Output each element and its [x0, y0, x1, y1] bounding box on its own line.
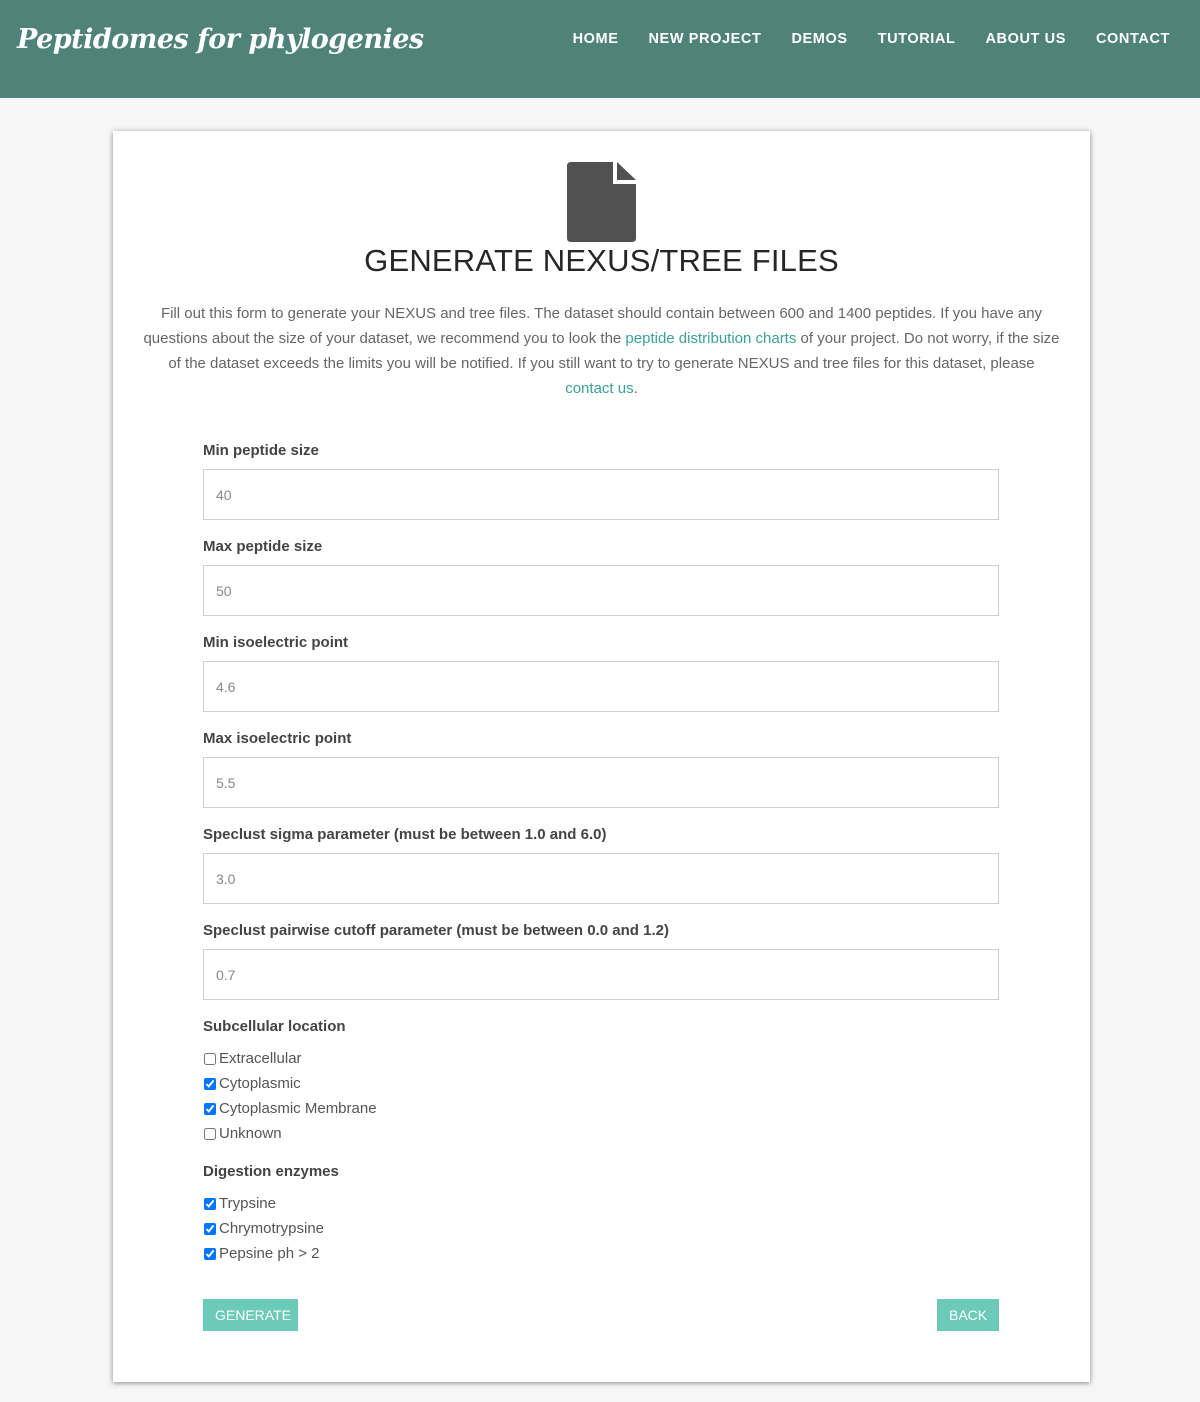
min-isoelectric-point-label: Min isoelectric point [203, 634, 349, 651]
form-actions [203, 1299, 999, 1331]
document-icon [567, 162, 636, 242]
form-card [113, 131, 1090, 1382]
checkbox-cytoplasmic[interactable] [203, 1071, 999, 1096]
min-peptide-size-label: Min peptide size [203, 442, 319, 459]
cytoplasmic-checkbox[interactable] [204, 1078, 216, 1090]
extracellular-checkbox[interactable] [204, 1053, 216, 1065]
checkbox-cytoplasmic-membrane[interactable] [203, 1096, 999, 1121]
checkbox-label: Extracellular [219, 1050, 302, 1067]
max-isoelectric-point-input[interactable] [203, 757, 999, 808]
checkbox-unknown[interactable] [203, 1121, 999, 1146]
nav-demos[interactable]: DEMOS [791, 31, 848, 47]
generate-form [203, 441, 999, 1282]
digestion-enzymes-title: Digestion enzymes [203, 1163, 339, 1180]
max-peptide-size-input[interactable] [203, 565, 999, 616]
site-brand[interactable]: Peptidomes for phylogenies [17, 24, 424, 55]
checkbox-label: Chrymotrypsine [219, 1220, 325, 1237]
checkbox-chrymotrypsine[interactable] [203, 1216, 999, 1241]
pepsine-checkbox[interactable] [204, 1248, 216, 1260]
max-isoelectric-point-label: Max isoelectric point [203, 730, 352, 747]
checkbox-extracellular[interactable] [203, 1046, 999, 1071]
speclust-sigma-field [203, 825, 999, 904]
back-button[interactable]: BACK [937, 1299, 999, 1331]
nav-tutorial[interactable]: TUTORIAL [877, 31, 956, 47]
subcellular-location-title: Subcellular location [203, 1018, 346, 1035]
max-peptide-size-field [203, 537, 999, 616]
contact-us-link[interactable]: contact us [565, 380, 634, 397]
nav-contact[interactable]: CONTACT [1095, 31, 1170, 47]
speclust-cutoff-input[interactable] [203, 949, 999, 1000]
min-peptide-size-field [203, 441, 999, 520]
checkbox-label: Cytoplasmic [219, 1075, 301, 1092]
page-title: GENERATE NEXUS/TREE FILES [364, 243, 839, 278]
intro-text-part: . [633, 380, 638, 397]
max-peptide-size-label: Max peptide size [203, 538, 323, 555]
speclust-sigma-input[interactable] [203, 853, 999, 904]
checkbox-label: Cytoplasmic Membrane [219, 1100, 377, 1117]
min-peptide-size-input[interactable] [203, 469, 999, 520]
main-nav [543, 31, 1170, 47]
subcellular-location-group [203, 1017, 999, 1146]
intro-text-part: of your project. Do not worry, if the size of the dataset exceeds the limits you will be notified. If you still want to try to generate NEXUS and tree files for this dataset, please [168, 330, 1060, 372]
trypsine-checkbox[interactable] [204, 1198, 216, 1210]
nav-about-us[interactable]: ABOUT US [985, 31, 1066, 47]
min-isoelectric-point-input[interactable] [203, 661, 999, 712]
generate-button[interactable]: GENERATE [203, 1299, 298, 1331]
checkbox-label: Unknown [219, 1125, 282, 1142]
peptide-distribution-charts-link[interactable]: peptide distribution charts [625, 330, 797, 347]
speclust-cutoff-label: Speclust pairwise cutoff parameter (must be between 0.0 and 1.2) [203, 922, 669, 939]
checkbox-label: Pepsine ph > 2 [219, 1245, 320, 1262]
digestion-enzymes-group [203, 1162, 999, 1266]
unknown-checkbox[interactable] [204, 1128, 216, 1140]
intro-text-part: Fill out this form to generate your NEXUS and tree files. The dataset should contain between 600 and 1400 peptides. If you have any questions about the size of your dataset, we recommend you to look the [143, 305, 1043, 347]
checkbox-label: Trypsine [219, 1195, 276, 1212]
nav-new-project[interactable]: NEW PROJECT [648, 31, 762, 47]
max-isoelectric-point-field [203, 729, 999, 808]
min-isoelectric-point-field [203, 633, 999, 712]
speclust-cutoff-field [203, 921, 999, 1000]
nav-home[interactable]: HOME [572, 31, 619, 47]
cytoplasmic-membrane-checkbox[interactable] [204, 1103, 216, 1115]
checkbox-pepsine[interactable] [203, 1241, 999, 1266]
chrymotrypsine-checkbox[interactable] [204, 1223, 216, 1235]
intro-text [143, 301, 1060, 401]
checkbox-trypsine[interactable] [203, 1191, 999, 1216]
speclust-sigma-label: Speclust sigma parameter (must be between 1.0 and 6.0) [203, 826, 607, 843]
top-navbar [0, 0, 1200, 98]
